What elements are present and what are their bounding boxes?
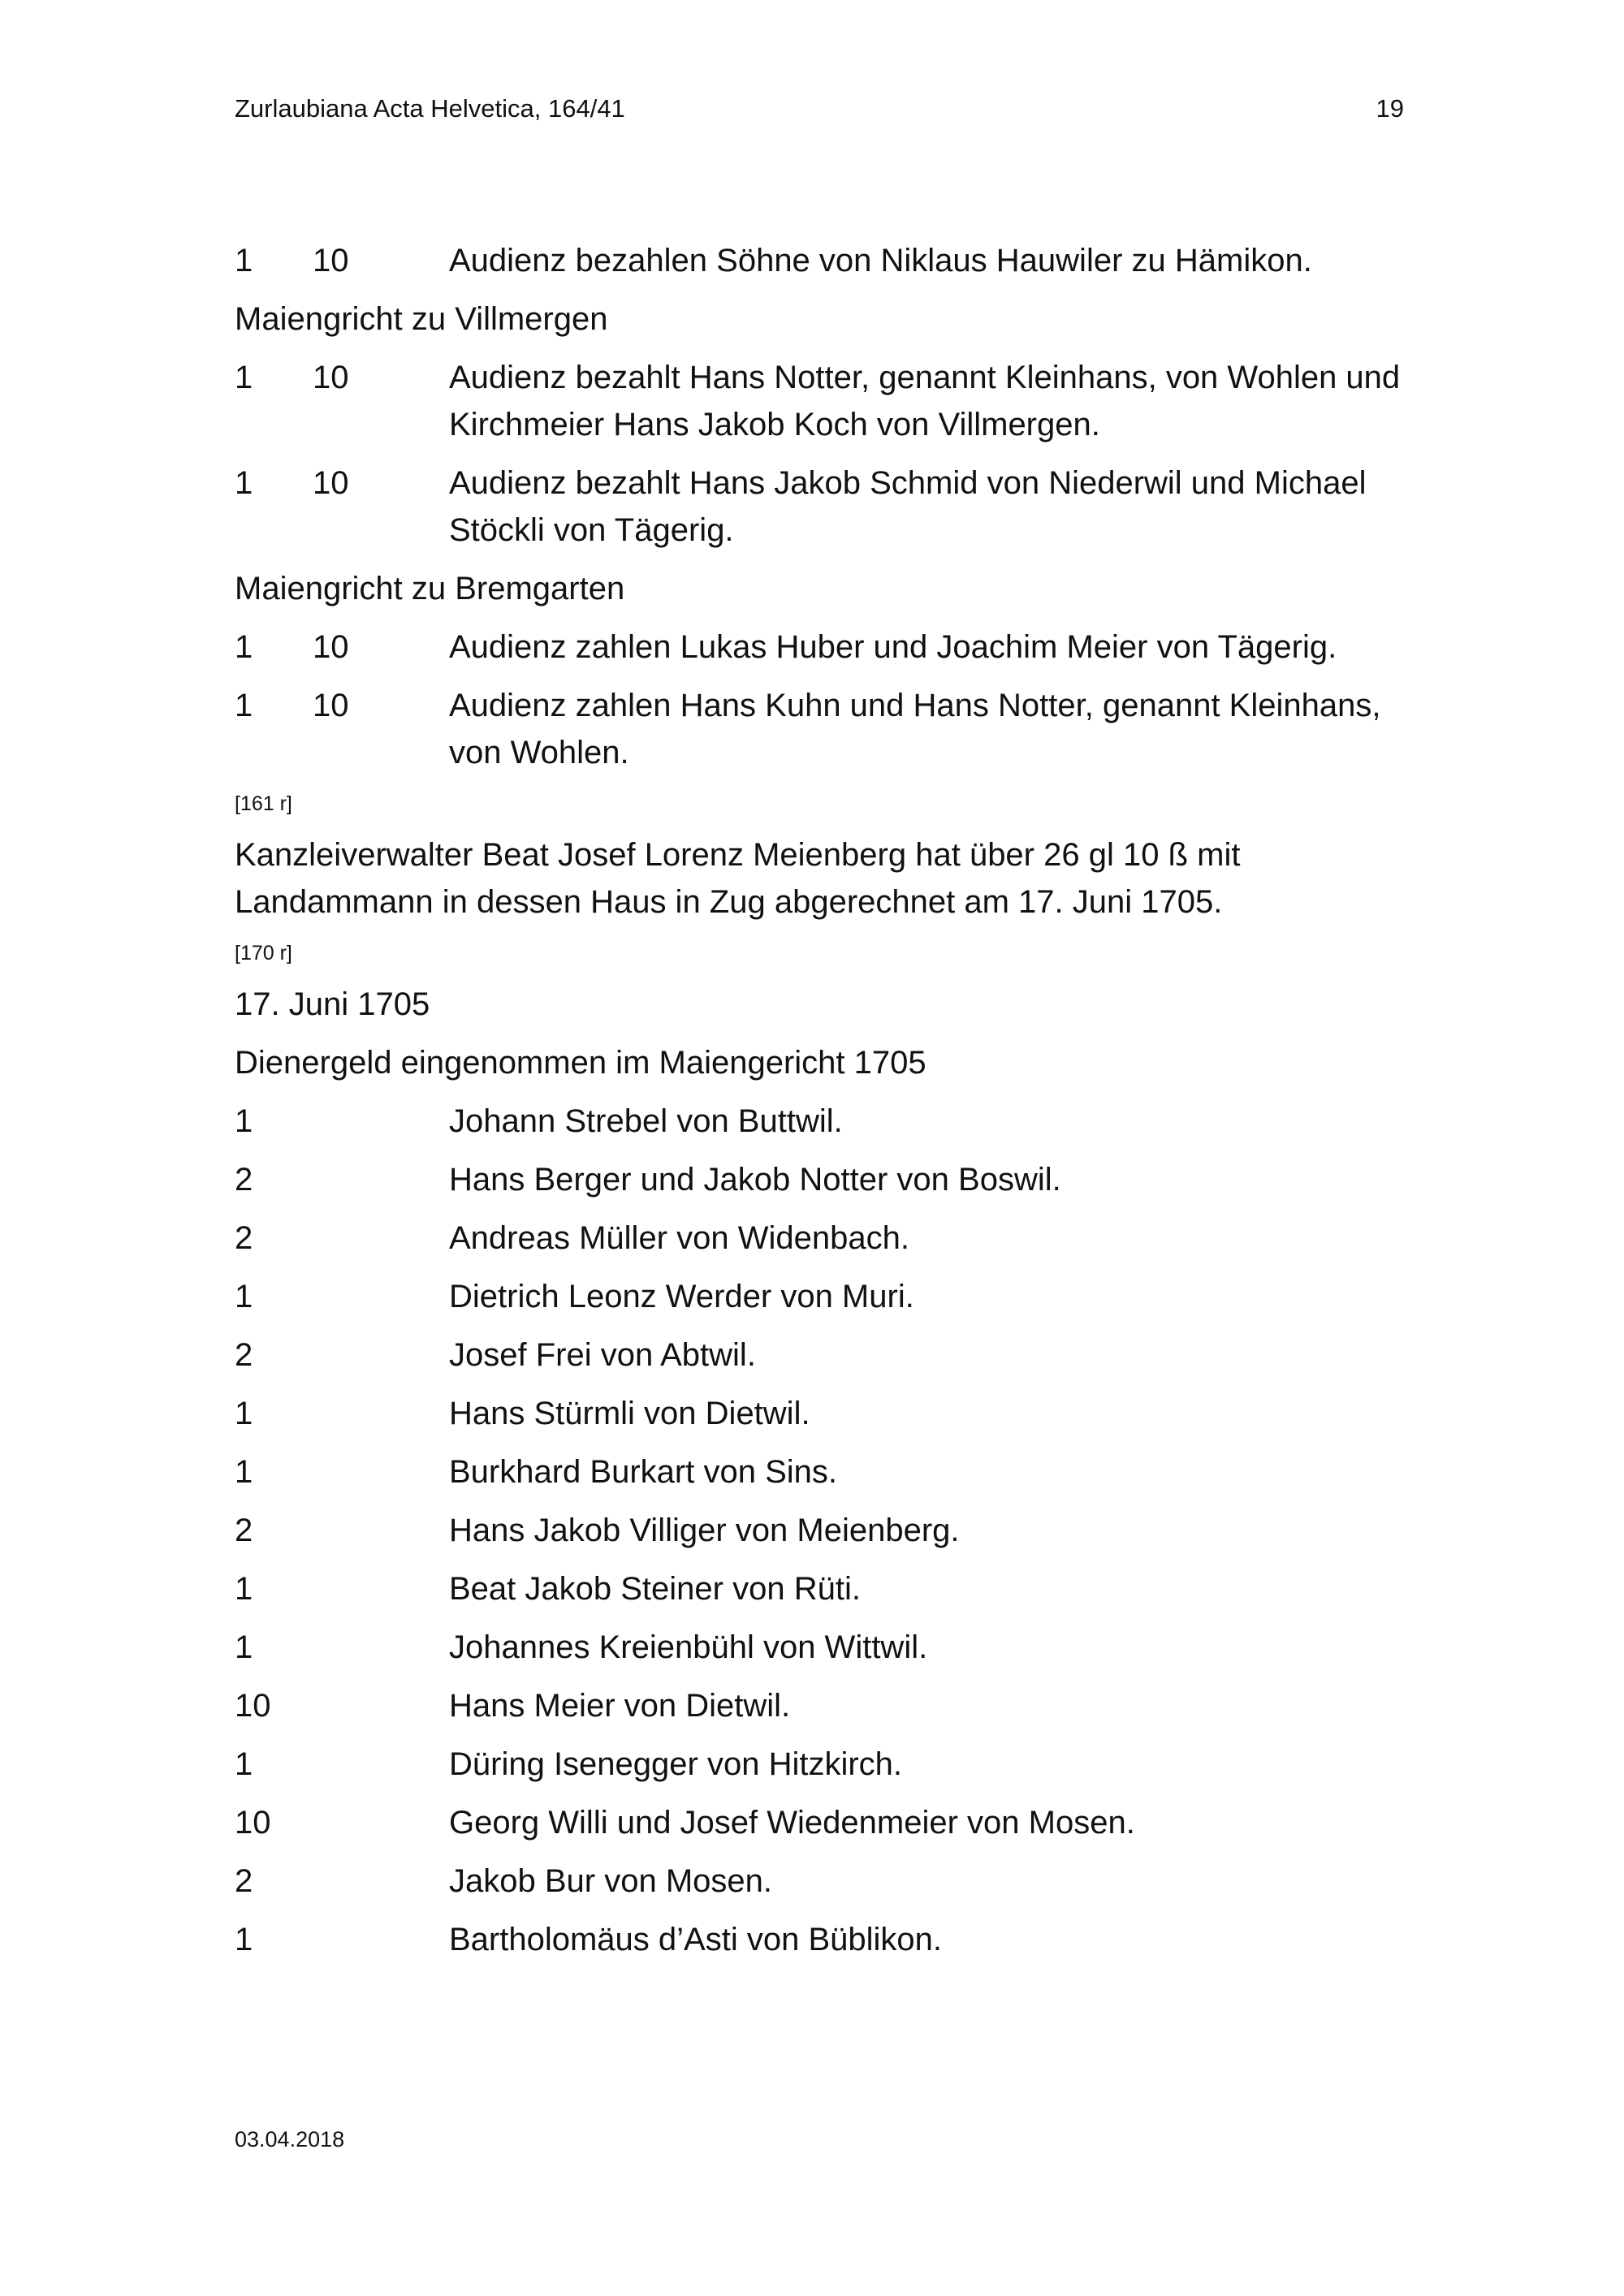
amount-column-1: 1 xyxy=(235,1629,253,1665)
entry-text: Hans Berger und Jakob Notter von Boswil. xyxy=(449,1162,1061,1198)
amount-column-1: 1 xyxy=(235,1746,253,1782)
entry-text: Beat Jakob Steiner von Rüti. xyxy=(449,1571,861,1607)
ledger-entry xyxy=(235,1448,1404,1495)
entry-text: Andreas Müller von Widenbach. xyxy=(449,1220,909,1256)
ledger-entry xyxy=(235,460,1404,554)
amount-column-2: 10 xyxy=(313,465,349,501)
amount-column-2 xyxy=(313,1624,449,1671)
ledger-entry xyxy=(235,1273,1404,1320)
entry-text: Johannes Kreienbühl von Wittwil. xyxy=(449,1629,928,1665)
ledger-entry xyxy=(235,1741,1404,1788)
amount-column-1: 1 xyxy=(235,1571,253,1607)
folio-reference: [161 r] xyxy=(235,792,292,815)
amount-column-2: 10 xyxy=(313,360,349,395)
ledger-entry xyxy=(235,624,1404,671)
entry-text: Burkhard Burkart von Sins. xyxy=(449,1454,837,1490)
entry-text: Hans Stürmli von Dietwil. xyxy=(449,1396,810,1431)
amount-column-1: 1 xyxy=(235,465,253,501)
amount-column-2 xyxy=(313,1156,449,1203)
entry-text: Audienz zahlen Lukas Huber und Joachim Meier von Tägerig. xyxy=(449,629,1337,665)
amount-column-2 xyxy=(313,1215,449,1262)
amount-column-2 xyxy=(313,1273,449,1320)
entry-text: Audienz bezahlen Söhne von Niklaus Hauwiler zu Hämikon. xyxy=(449,243,1312,278)
document-body xyxy=(235,237,1404,1974)
page-header xyxy=(235,94,1404,123)
amount-column-1: 2 xyxy=(235,1863,253,1899)
amount-column-1: 1 xyxy=(235,629,253,665)
amount-column-1: 10 xyxy=(235,1805,271,1841)
entry-text: Hans Jakob Villiger von Meienberg. xyxy=(449,1513,960,1548)
section-heading: Dienergeld eingenommen im Maiengericht 1705 xyxy=(235,1045,926,1081)
section-heading: Maiengricht zu Villmergen xyxy=(235,301,608,337)
ledger-entry xyxy=(235,1682,1404,1729)
entry-text: Audienz bezahlt Hans Notter, genannt Kleinhans, von Wohlen und Kirchmeier Hans Jakob Koch von Villmergen. xyxy=(449,360,1401,442)
ledger-entry xyxy=(235,682,1404,776)
entry-text: Josef Frei von Abtwil. xyxy=(449,1337,756,1373)
amount-column-1: 2 xyxy=(235,1513,253,1548)
entry-text: Dietrich Leonz Werder von Muri. xyxy=(449,1279,914,1314)
entry-text: Jakob Bur von Mosen. xyxy=(449,1863,772,1899)
amount-column-2 xyxy=(313,1098,449,1145)
ledger-entry xyxy=(235,1156,1404,1203)
amount-column-2 xyxy=(313,1390,449,1437)
entry-text: Düring Isenegger von Hitzkirch. xyxy=(449,1746,903,1782)
entry-text: Hans Meier von Dietwil. xyxy=(449,1688,791,1724)
ledger-entry xyxy=(235,1624,1404,1671)
entry-text: Audienz zahlen Hans Kuhn und Hans Notter, genannt Kleinhans, von Wohlen. xyxy=(449,688,1381,770)
amount-column-2 xyxy=(313,1331,449,1379)
amount-column-2 xyxy=(313,1799,449,1846)
amount-column-1: 1 xyxy=(235,1454,253,1490)
amount-column-2: 10 xyxy=(313,243,349,278)
amount-column-2 xyxy=(313,1916,449,1963)
amount-column-2 xyxy=(313,1448,449,1495)
amount-column-2 xyxy=(313,1741,449,1788)
amount-column-2 xyxy=(313,1565,449,1612)
amount-column-1: 2 xyxy=(235,1162,253,1198)
ledger-entry xyxy=(235,237,1404,284)
amount-column-1: 1 xyxy=(235,1103,253,1139)
amount-column-2 xyxy=(313,1507,449,1554)
ledger-entry xyxy=(235,1858,1404,1905)
entry-text: Audienz bezahlt Hans Jakob Schmid von Niederwil und Michael Stöckli von Tägerig. xyxy=(449,465,1367,548)
amount-column-1: 10 xyxy=(235,1688,271,1724)
amount-column-2: 10 xyxy=(313,629,349,665)
ledger-entry xyxy=(235,1331,1404,1379)
amount-column-1: 2 xyxy=(235,1337,253,1373)
document-title: Zurlaubiana Acta Helvetica, 164/41 xyxy=(235,94,625,123)
ledger-entry xyxy=(235,1799,1404,1846)
amount-column-1: 1 xyxy=(235,1396,253,1431)
ledger-entry xyxy=(235,354,1404,448)
ledger-entry xyxy=(235,1390,1404,1437)
entry-text: Bartholomäus d’Asti von Büblikon. xyxy=(449,1922,942,1957)
section-heading: 17. Juni 1705 xyxy=(235,986,430,1022)
amount-column-1: 1 xyxy=(235,688,253,723)
amount-column-1: 2 xyxy=(235,1220,253,1256)
ledger-entry xyxy=(235,1098,1404,1145)
section-heading: Maiengricht zu Bremgarten xyxy=(235,571,625,606)
amount-column-2: 10 xyxy=(313,688,349,723)
ledger-entry xyxy=(235,1507,1404,1554)
amount-column-2 xyxy=(313,1858,449,1905)
page-number: 19 xyxy=(1376,94,1404,123)
amount-column-1: 1 xyxy=(235,1922,253,1957)
amount-column-1: 1 xyxy=(235,1279,253,1314)
amount-column-1: 1 xyxy=(235,360,253,395)
paragraph: Kanzleiverwalter Beat Josef Lorenz Meienberg hat über 26 gl 10 ß mit Landammann in dessen Haus in Zug abgerechnet am 17. Juni 1705. xyxy=(235,837,1241,920)
folio-reference: [170 r] xyxy=(235,942,292,965)
entry-text: Johann Strebel von Buttwil. xyxy=(449,1103,843,1139)
amount-column-2 xyxy=(313,1682,449,1729)
amount-column-1: 1 xyxy=(235,243,253,278)
footer-date: 03.04.2018 xyxy=(235,2127,345,2151)
ledger-entry xyxy=(235,1215,1404,1262)
entry-text: Georg Willi und Josef Wiedenmeier von Mosen. xyxy=(449,1805,1135,1841)
ledger-entry xyxy=(235,1916,1404,1963)
ledger-entry xyxy=(235,1565,1404,1612)
